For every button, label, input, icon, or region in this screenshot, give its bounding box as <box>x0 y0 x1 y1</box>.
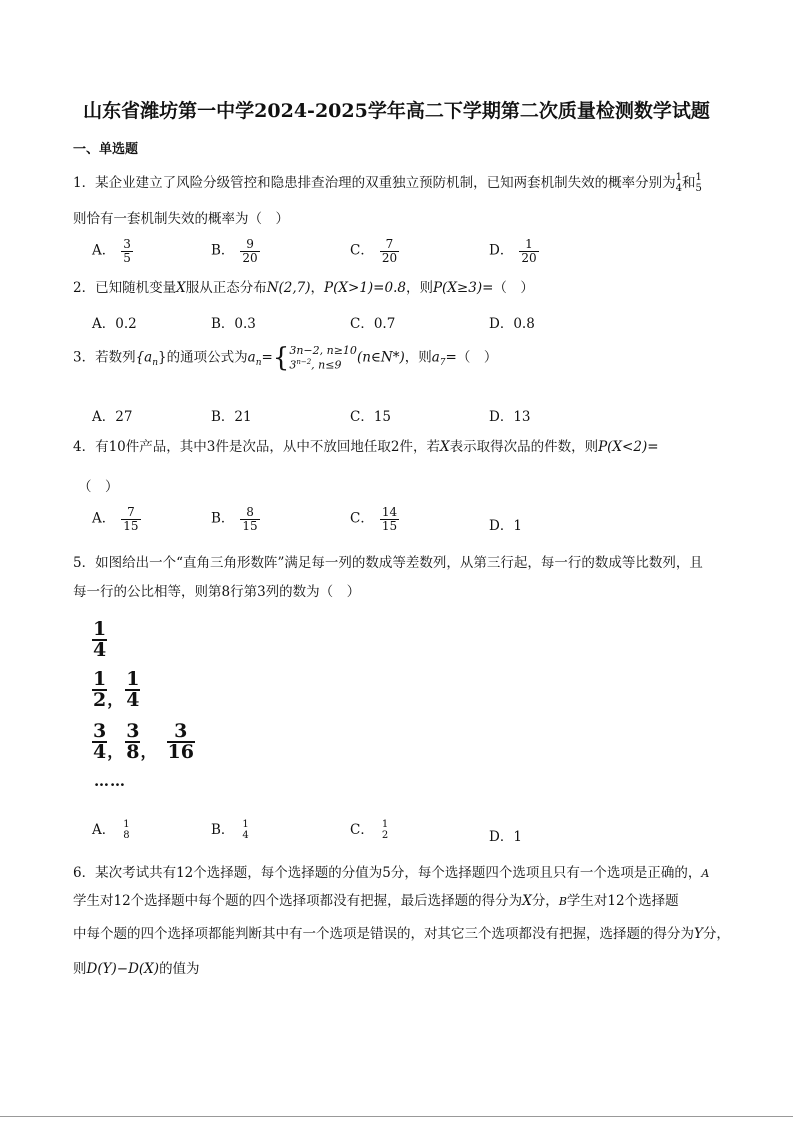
q3-a7-sub: 7 <box>439 358 446 369</box>
q6-student-b: B <box>558 895 567 908</box>
q1-option-d-label: D． <box>489 242 514 259</box>
q4-option-b[interactable] <box>211 506 260 532</box>
q3-case2: 3 <box>289 358 297 372</box>
q2-option-b[interactable]: B．0.3 <box>211 316 256 332</box>
q1-option-d-fraction <box>519 238 538 264</box>
q6-line4-end: 的值为 <box>159 961 200 977</box>
q2-suffix: （ ） <box>493 280 534 296</box>
frac-num: 3 <box>167 722 195 743</box>
q3-mid: 的通项公式为 <box>166 349 248 366</box>
q3-eq: = <box>261 349 273 366</box>
q3-prefix: 3．若数列 <box>73 349 136 366</box>
frac-den: 5 <box>123 250 131 265</box>
q3-case2-sup: n−2 <box>296 357 312 366</box>
q6-line3-end: 分， <box>702 926 730 942</box>
q4-ask: P(X<2)= <box>598 439 659 455</box>
q5-line1: 5．如图给出一个“直角三角形数阵”满足每一列的数成等差数列，从第三行起，每一行的数成等比数列，且 <box>73 555 703 571</box>
q6-line3-text: 中每个题的四个选择项都能判断其中有一个选项是错误的，对其它三个选项都没有把握，选择题的得分为 <box>73 926 694 942</box>
q5-option-a-label: A． <box>92 822 116 838</box>
frac-num: 3 <box>126 720 140 742</box>
q5-option-a-fraction <box>123 820 129 841</box>
q2-condition: P(X>1)=0.8 <box>324 280 406 296</box>
triangle-cell <box>125 670 140 710</box>
q6-line1 <box>73 861 709 881</box>
q4-option-d[interactable] <box>489 514 522 534</box>
q3-ask: ，则 <box>404 349 432 366</box>
triangle-row-1 <box>92 620 107 660</box>
frac-den: 8 <box>126 741 140 763</box>
frac-num: 3 <box>93 720 107 742</box>
q4-option-c[interactable] <box>350 506 399 532</box>
triangle-cell <box>92 722 107 762</box>
q4-option-a-fraction <box>121 506 140 532</box>
q1-option-d[interactable] <box>489 238 539 264</box>
triangle-cell <box>92 670 107 710</box>
q1-option-a[interactable] <box>92 238 133 264</box>
q1-text: 1．某企业建立了风险分级管控和隐患排查治理的双重独立预防机制，已知两套机制失效的概率分别为 <box>73 175 676 191</box>
frac-num: 1 <box>126 668 140 690</box>
frac-den: 4 <box>126 689 140 711</box>
q2-option-c[interactable]: C．0.7 <box>350 316 396 332</box>
q6-line2-text: 学生对12个选择题中每个题的四个选择项都没有把握，最后选择题的得分为 <box>73 893 523 909</box>
triangle-row-2 <box>92 670 140 710</box>
q4-variable: X <box>439 439 450 455</box>
q6-line2 <box>73 889 679 909</box>
q3-brace: { <box>272 343 290 373</box>
q6-line2-mid: 分， <box>531 893 559 909</box>
frac-num: 1 <box>519 238 538 252</box>
q1-frac-a-den: 4 <box>675 182 682 194</box>
page-title: 山东省潍坊第一中学2024-2025学年高二下学期第二次质量检测数学试题 <box>83 100 710 122</box>
q4-option-a-label: A． <box>92 510 116 527</box>
q5-option-c[interactable] <box>350 818 388 841</box>
frac-den: 15 <box>242 518 258 533</box>
q3-option-a[interactable]: A．27 <box>92 409 133 425</box>
q2-ask: P(X≥3)= <box>432 280 494 296</box>
q3-case2-rest: , n≤9 <box>311 358 342 372</box>
frac-num: 1 <box>381 819 389 830</box>
triangle-sep: ， <box>107 742 124 761</box>
frac-num: 3 <box>123 237 131 251</box>
frac-num: 7 <box>380 238 399 252</box>
frac-den: 20 <box>381 250 398 265</box>
q4-line1: 4．有10件产品，其中3件是次品，从中不放回地任取2件，若 <box>73 439 440 455</box>
triangle-row-3 <box>92 722 195 762</box>
q2-mid1: 服从正态分布 <box>185 280 267 296</box>
triangle-cell <box>167 722 195 762</box>
q1-frac-a-num: 1 <box>675 172 682 183</box>
q3-sequence-end: } <box>158 349 167 366</box>
q6-var-y: Y <box>694 926 703 942</box>
q1-line2: 则恰有一套机制失效的概率为（ ） <box>73 211 289 227</box>
triangle-cell <box>125 722 140 762</box>
triangle-sep: ， <box>107 690 124 709</box>
q1-and: 和 <box>681 175 696 191</box>
triangle-ellipsis: …… <box>94 772 126 790</box>
q4-option-c-label: C． <box>350 510 374 527</box>
q3-domain: (n∈N*) <box>356 349 405 366</box>
q2-prefix: 2．已知随机变量 <box>73 280 177 296</box>
q1-option-b-label: B． <box>211 242 235 259</box>
q1-option-c-label: C． <box>350 242 374 259</box>
frac-num: 7 <box>121 506 140 520</box>
q1-option-c[interactable] <box>350 238 399 264</box>
q3-an-sub: n <box>255 358 262 369</box>
q4-option-d-label: D． <box>489 518 514 534</box>
q5-option-c-label: C． <box>350 822 374 838</box>
q1-fraction-b <box>695 173 701 194</box>
q5-option-b[interactable] <box>211 818 249 841</box>
q6-line4-prefix: 则 <box>73 961 87 977</box>
q2-option-a[interactable]: A．0.2 <box>92 316 137 332</box>
frac-num: 1 <box>242 819 249 830</box>
frac-num: 1 <box>93 618 107 640</box>
q4-line2: （ ） <box>78 479 119 495</box>
frac-den: 20 <box>521 250 537 265</box>
page-bottom-divider <box>0 1116 793 1117</box>
q2-variable: X <box>176 280 186 296</box>
frac-den: 16 <box>167 741 194 763</box>
q4-option-c-fraction <box>380 506 399 532</box>
q3-option-b[interactable]: B．21 <box>211 409 252 425</box>
q1-option-b[interactable] <box>211 238 260 264</box>
frac-num: 1 <box>93 668 107 690</box>
question-3 <box>73 343 497 373</box>
q3-cases <box>289 344 357 372</box>
q1-frac-b-num: 1 <box>695 172 702 183</box>
q4-option-d-value: 1 <box>513 518 522 534</box>
q3-option-c[interactable]: C．15 <box>350 409 392 425</box>
frac-den: 4 <box>242 829 249 841</box>
q6-student-a: A <box>701 867 710 880</box>
frac-num: 14 <box>381 505 398 519</box>
q3-sequence: {a <box>135 349 153 366</box>
q4-option-a[interactable] <box>92 506 141 532</box>
q4-mid: 表示取得次品的件数，则 <box>449 439 599 455</box>
q1-option-b-fraction <box>240 238 259 264</box>
question-4 <box>73 435 659 455</box>
q3-suffix: =（ ） <box>445 349 498 366</box>
q6-line3 <box>73 922 730 942</box>
frac-den: 15 <box>381 518 398 533</box>
triangle-sep: ， <box>140 742 157 761</box>
q2-mid3: ，则 <box>405 280 433 296</box>
q5-line2: 每一行的公比相等，则第8行第3列的数为（ ） <box>73 584 361 600</box>
frac-num: 8 <box>240 506 259 520</box>
frac-den: 8 <box>123 829 130 841</box>
question-2 <box>73 276 534 296</box>
q1-option-a-fraction <box>121 238 133 264</box>
frac-num: 9 <box>240 238 259 252</box>
q5-option-d-value: 1 <box>513 829 522 845</box>
q6-line2-end: 学生对12个选择题 <box>566 893 679 909</box>
q4-option-b-label: B． <box>211 510 235 527</box>
q5-option-c-fraction <box>382 820 388 841</box>
q6-line1-text: 6．某次考试共有12个选择题，每个选择题的分值为5分，每个选择题四个选项且只有一个选项是正确的， <box>73 865 702 881</box>
q6-expression: D(Y)−D(X) <box>86 961 160 977</box>
q4-option-b-fraction <box>240 506 259 532</box>
q5-option-d-label: D． <box>489 829 514 845</box>
frac-den: 20 <box>242 250 258 265</box>
q6-line4 <box>73 957 200 977</box>
frac-den: 4 <box>93 741 107 763</box>
q5-option-a[interactable] <box>92 818 130 841</box>
section-heading: 一、单选题 <box>73 142 139 157</box>
q2-option-d[interactable]: D．0.8 <box>489 316 535 332</box>
q1-frac-b-den: 5 <box>695 182 702 194</box>
q5-option-b-label: B． <box>211 822 235 838</box>
triangle-cell <box>92 620 107 660</box>
q5-option-d[interactable] <box>489 825 522 845</box>
q2-mid2: ， <box>310 280 325 296</box>
q3-case1: 3n−2, n≥10 <box>289 343 357 357</box>
q1-option-a-label: A． <box>92 242 116 259</box>
q5-option-b-fraction <box>242 820 248 841</box>
frac-den: 2 <box>381 829 389 841</box>
frac-den: 2 <box>93 689 107 711</box>
q6-var-x: X <box>522 893 532 909</box>
q2-distribution: N(2,7) <box>266 280 311 296</box>
frac-num: 1 <box>123 819 130 830</box>
frac-den: 4 <box>93 639 107 661</box>
q3-a7: a <box>431 349 440 366</box>
q1-option-c-fraction <box>380 238 399 264</box>
frac-den: 15 <box>123 518 139 533</box>
question-1 <box>73 171 702 194</box>
q3-option-d[interactable]: D．13 <box>489 409 531 425</box>
q3-an: a <box>247 349 256 366</box>
q3-sequence-sub: n <box>152 358 159 369</box>
